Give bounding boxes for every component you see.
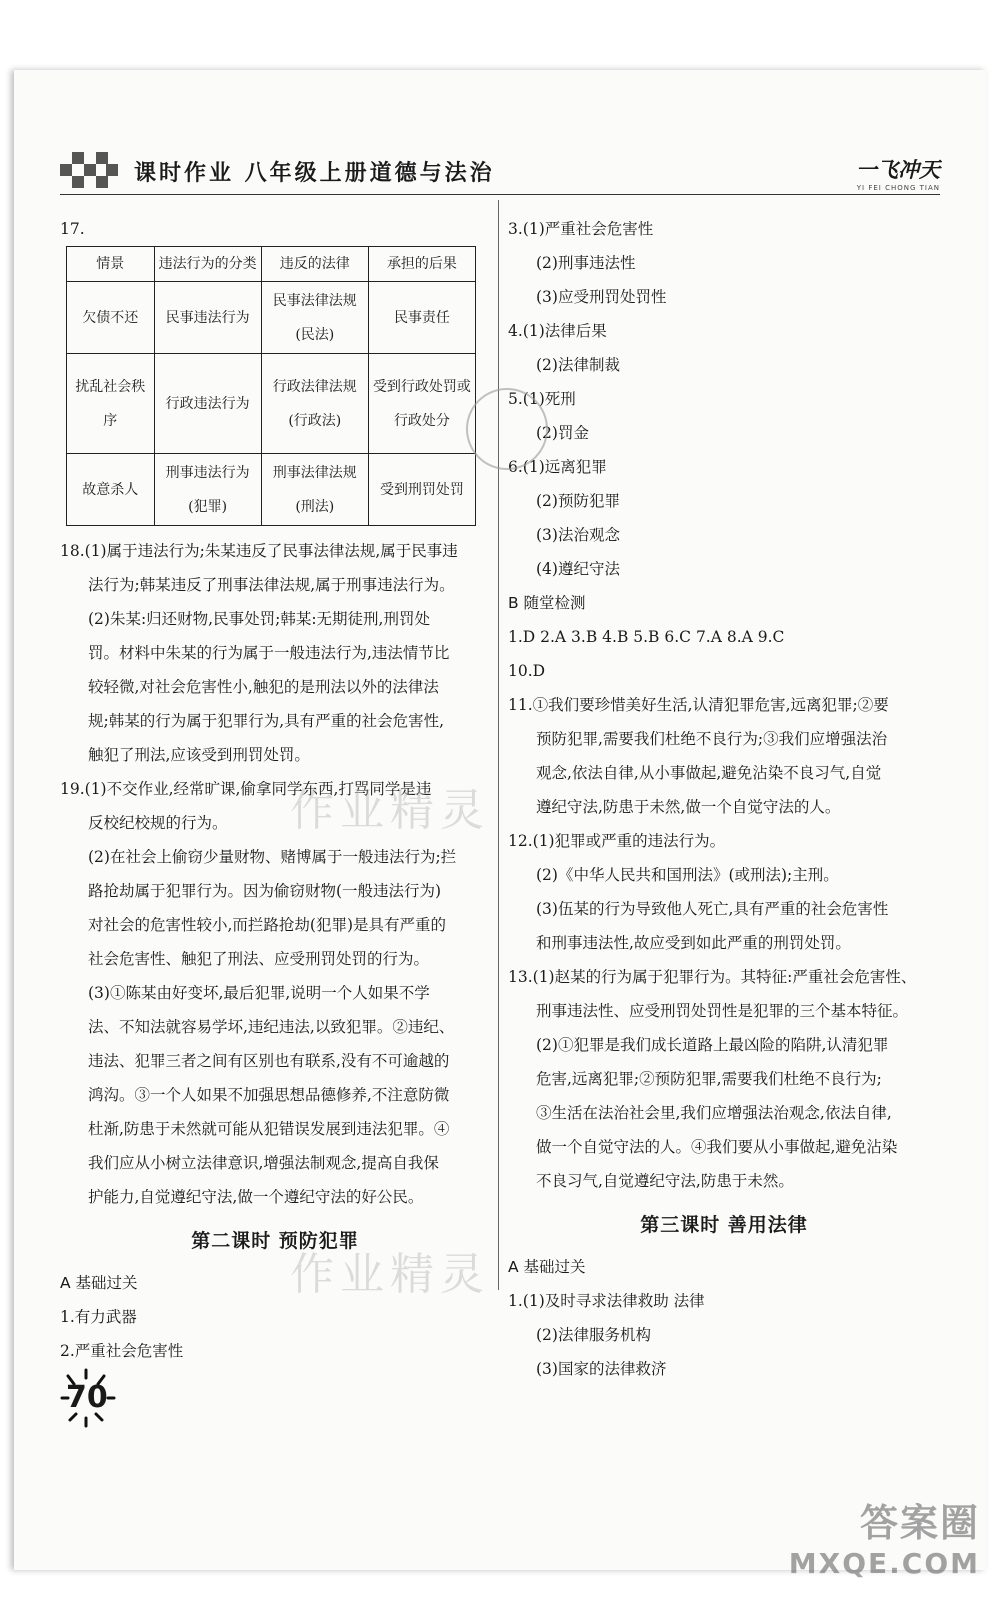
answer-line: 遵纪守法,防患于未然,做一个自觉守法的人。 bbox=[536, 798, 841, 816]
answer-line: (3)伍某的行为导致他人死亡,具有严重的社会危害性 bbox=[536, 900, 889, 918]
section-label: A 基础过关 bbox=[60, 1274, 138, 1292]
answer-line: 社会危害性、触犯了刑法、应受刑罚处罚的行为。 bbox=[88, 950, 430, 968]
table-cell: 刑事法律法规(刑法) bbox=[261, 454, 368, 526]
table-header-row bbox=[67, 247, 476, 282]
footer-watermark bbox=[789, 1492, 980, 1580]
answer-line: (2)朱某:归还财物,民事处罚;韩某:无期徒刑,刑罚处 bbox=[88, 610, 430, 628]
answer-line: 不良习气,自觉遵纪守法,防患于未然。 bbox=[536, 1172, 794, 1190]
table-cell: 民事违法行为 bbox=[154, 282, 261, 354]
answer-line: 法、不知法就容易学坏,违纪违法,以致犯罪。②违纪、 bbox=[88, 1018, 455, 1036]
answer-line: 和刑事违法性,故应受到如此严重的刑罚处罚。 bbox=[536, 934, 851, 952]
answer-line: 19.(1)不交作业,经常旷课,偷拿同学东西,打骂同学是违 bbox=[60, 780, 432, 798]
footer-watermark-url: MXQE.COM bbox=[788, 1547, 980, 1580]
lesson-title: 第二课时 预防犯罪 bbox=[191, 1230, 359, 1252]
answer-line: 护能力,自觉遵纪守法,做一个遵纪守法的好公民。 bbox=[88, 1188, 424, 1206]
table-cell: 行政违法行为 bbox=[154, 354, 261, 454]
answer-line: (3)国家的法律救济 bbox=[536, 1360, 667, 1378]
answer-line: 危害,远离犯罪;②预防犯罪,需要我们杜绝不良行为; bbox=[536, 1070, 882, 1088]
table-cell: 受到刑罚处罚 bbox=[368, 454, 475, 526]
watermark: 作业精灵 bbox=[290, 1249, 490, 1300]
answer-line: (2)在社会上偷窃少量财物、赌博属于一般违法行为;拦 bbox=[88, 848, 457, 866]
answer-line: ③生活在法治社会里,我们应增强法治观念,依法自律, bbox=[536, 1104, 892, 1122]
section-label: B 随堂检测 bbox=[508, 594, 586, 612]
page-number: 70 bbox=[66, 1380, 108, 1415]
table-cell: 民事法律法规(民法) bbox=[261, 282, 368, 354]
answer-line: 4.(1)法律后果 bbox=[508, 322, 607, 340]
answer-table bbox=[66, 246, 476, 526]
footer-watermark-top: 答案圈 bbox=[859, 1501, 980, 1545]
answer-line: 1.有力武器 bbox=[60, 1308, 137, 1326]
answer-line: 18.(1)属于违法行为;朱某违反了民事法律法规,属于民事违 bbox=[60, 542, 458, 560]
answer-line: 1.D 2.A 3.B 4.B 5.B 6.C 7.A 8.A 9.C bbox=[508, 628, 785, 646]
answer-line: 法行为;韩某违反了刑事法律法规,属于刑事违法行为。 bbox=[88, 576, 455, 594]
answer-line: (2)①犯罪是我们成长道路上最凶险的陷阱,认清犯罪 bbox=[536, 1036, 889, 1054]
answer-line: 5.(1)死刑 bbox=[508, 390, 576, 408]
table-cell: 扰乱社会秩序 bbox=[67, 354, 155, 454]
table-header-cell: 违反的法律 bbox=[261, 247, 368, 282]
right-column bbox=[508, 212, 940, 1386]
table-cell: 故意杀人 bbox=[67, 454, 155, 526]
answer-line: 路抢劫属于犯罪行为。因为偷窃财物(一般违法行为) bbox=[88, 882, 442, 900]
table-header-cell: 承担的后果 bbox=[368, 247, 475, 282]
header-title: 课时作业 八年级上册道德与法治 bbox=[134, 161, 495, 186]
answer-line: (2)法律制裁 bbox=[536, 356, 620, 374]
answer-line: 预防犯罪,需要我们杜绝不良行为;③我们应增强法治 bbox=[536, 730, 888, 748]
answer-line: (3)应受刑罚处罚性 bbox=[536, 288, 667, 306]
question-number: 17. bbox=[60, 220, 85, 238]
brand-logo bbox=[856, 154, 940, 192]
section-label: A 基础过关 bbox=[508, 1258, 586, 1276]
answer-line: 2.严重社会危害性 bbox=[60, 1342, 184, 1360]
answer-line: 观念,依法自律,从小事做起,避免沾染不良习气,自觉 bbox=[536, 764, 882, 782]
table-header-cell: 违法行为的分类 bbox=[154, 247, 261, 282]
page-header bbox=[60, 148, 940, 195]
seal-stamp bbox=[466, 388, 548, 470]
header-checker-logo bbox=[60, 152, 118, 190]
answer-line: 12.(1)犯罪或严重的违法行为。 bbox=[508, 832, 726, 850]
answer-line: 规;韩某的行为属于犯罪行为,具有严重的社会危害性, bbox=[88, 712, 445, 730]
table-row bbox=[67, 282, 476, 354]
table-row bbox=[67, 454, 476, 526]
answer-line: 鸿沟。③一个人如果不加强思想品德修养,不注意防微 bbox=[88, 1086, 450, 1104]
answer-line: 触犯了刑法,应该受到刑罚处罚。 bbox=[88, 746, 310, 764]
answer-line: (2)刑事违法性 bbox=[536, 254, 636, 272]
answer-line: 对社会的危害性较小,而拦路抢劫(犯罪)是具有严重的 bbox=[88, 916, 447, 934]
answer-line: (2)预防犯罪 bbox=[536, 492, 620, 510]
answer-line: (3)法治观念 bbox=[536, 526, 620, 544]
table-cell: 欠债不还 bbox=[67, 282, 155, 354]
answer-line: 1.(1)及时寻求法律救助 法律 bbox=[508, 1292, 705, 1310]
answer-line: (2)罚金 bbox=[536, 424, 589, 442]
brand-subtitle: YI FEI CHONG TIAN bbox=[856, 184, 940, 192]
answer-line: (4)遵纪守法 bbox=[536, 560, 620, 578]
answer-line: 罚。材料中朱某的行为属于一般违法行为,违法情节比 bbox=[88, 644, 450, 662]
table-row bbox=[67, 354, 476, 454]
answer-line: 11.①我们要珍惜美好生活,认清犯罪危害,远离犯罪;②要 bbox=[508, 696, 889, 714]
lesson-title: 第三课时 善用法律 bbox=[640, 1214, 808, 1236]
answer-line: (2)法律服务机构 bbox=[536, 1326, 651, 1344]
watermark: 作业精灵 bbox=[290, 785, 490, 836]
answer-line: 做一个自觉守法的人。④我们要从小事做起,避免沾染 bbox=[536, 1138, 898, 1156]
table-cell: 刑事违法行为(犯罪) bbox=[154, 454, 261, 526]
answer-line: 反校纪校规的行为。 bbox=[88, 814, 228, 832]
answer-line: (2)《中华人民共和国刑法》(或刑法);主刑。 bbox=[536, 866, 839, 884]
answer-line: 10.D bbox=[508, 662, 546, 680]
table-cell: 行政法律法规(行政法) bbox=[261, 354, 368, 454]
answer-line: 我们应从小树立法律意识,增强法制观念,提高自我保 bbox=[88, 1154, 439, 1172]
answer-line: 3.(1)严重社会危害性 bbox=[508, 220, 654, 238]
column-divider bbox=[498, 200, 499, 1290]
answer-line: (3)①陈某由好变坏,最后犯罪,说明一个人如果不学 bbox=[88, 984, 430, 1002]
answer-line: 违法、犯罪三者之间有区别也有联系,没有不可逾越的 bbox=[88, 1052, 450, 1070]
answer-line: 杜渐,防患于未然就可能从犯错误发展到违法犯罪。④ bbox=[88, 1120, 450, 1138]
answer-line: 6.(1)远离犯罪 bbox=[508, 458, 607, 476]
table-cell: 受到行政处罚或行政处分 bbox=[368, 354, 475, 454]
table-header-cell: 情景 bbox=[67, 247, 155, 282]
answer-line: 较轻微,对社会危害性小,触犯的是刑法以外的法律法 bbox=[88, 678, 439, 696]
brand-name: 一飞冲天 bbox=[856, 158, 940, 182]
answer-line: 刑事违法性、应受刑罚处罚性是犯罪的三个基本特征。 bbox=[536, 1002, 909, 1020]
table-cell: 民事责任 bbox=[368, 282, 475, 354]
answer-line: 13.(1)赵某的行为属于犯罪行为。其特征:严重社会危害性、 bbox=[508, 968, 917, 986]
